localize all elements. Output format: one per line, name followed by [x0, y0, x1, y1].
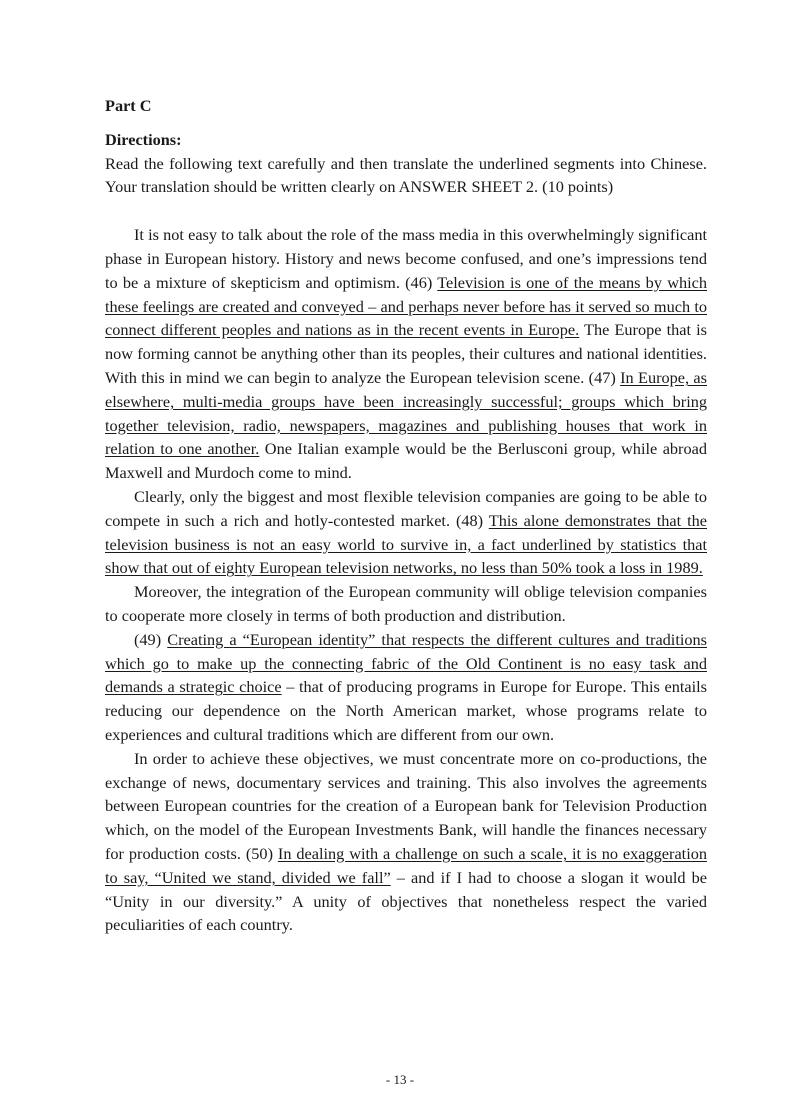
directions-text: Read the following text carefully and then translate the underlined segments into Chinese. Your translation should be written clearly on ANSWER SHEET 2. (10 points)	[105, 153, 707, 197]
passage-text: Clearly, only the biggest and most flexible television companies are going to be able to compete in such a rich and hotly-contested market. (48)	[105, 486, 707, 530]
passage-paragraph-5	[105, 747, 707, 937]
underlined-segment-50: In dealing with a challenge on such a scale, it is no exaggeration to say, “United we stand, divided we fall”	[105, 843, 708, 887]
passage-text: The Europe that is now forming cannot be anything other than its peoples, their cultures and national identities. With this in mind we can begin to analyze the European television scene. (47)	[105, 320, 707, 387]
part-title: Part C	[105, 96, 152, 115]
underlined-segment-48: This alone demonstrates that the television business is not an easy world to survive in, a fact underlined by statistics that show that out of eighty European television networks, no less than 50% took a loss in 1989.	[105, 510, 707, 578]
passage-text: In order to achieve these objectives, we must concentrate more on co-productions, the exchange of news, documentary services and training. This also involves the agreements between European countries for the creation of a European bank for Television Production which, on the model of the European Investments Bank, will handle the finances necessary for production costs. (50)	[105, 748, 707, 863]
page-number: - 13 -	[385, 1072, 415, 1087]
passage-paragraph-3	[105, 580, 707, 628]
passage-paragraph-4	[105, 628, 707, 747]
passage-text: One Italian example would be the Berlusconi group, while abroad Maxwell and Murdoch come to mind.	[105, 439, 707, 483]
passage-text: – and if I had to choose a slogan it would be “Unity in our diversity.” A unity of objectives that nonetheless respect the varied peculiarities of each country.	[105, 867, 708, 935]
underlined-segment-49: Creating a “European identity” that respects the different cultures and traditions which go to make up the connecting fabric of the Old Continent is no easy task and demands a strategic choice	[105, 629, 707, 697]
page-content	[105, 94, 707, 937]
directions-heading: Directions:	[105, 129, 182, 149]
passage-paragraph-1	[105, 223, 707, 485]
passage-text: (49)	[134, 629, 168, 649]
passage-text: – that of producing programs in Europe for Europe. This entails reducing our dependence on the North American market, whose programs relate to experiences and cultural traditions which are different from our own.	[105, 677, 707, 744]
passage-text: Moreover, the integration of the European community will oblige television companies to cooperate more closely in terms of both production and distribution.	[105, 582, 707, 625]
passage-paragraph-2	[105, 485, 707, 580]
passage-text: It is not easy to talk about the role of the mass media in this overwhelmingly significant phase in European history. History and news become confused, and one’s impressions tend to be a mixture of skepticism and optimism. (46)	[105, 225, 707, 292]
underlined-segment-47: In Europe, as elsewhere, multi-media groups have been increasingly successful; groups which bring together television, radio, newspapers, magazines and publishing houses that work in relation to one another.	[105, 367, 707, 459]
underlined-segment-46: Television is one of the means by which these feelings are created and conveyed – and perhaps never before has it served so much to connect different peoples and nations as in the recent events in Europe.	[105, 272, 707, 340]
